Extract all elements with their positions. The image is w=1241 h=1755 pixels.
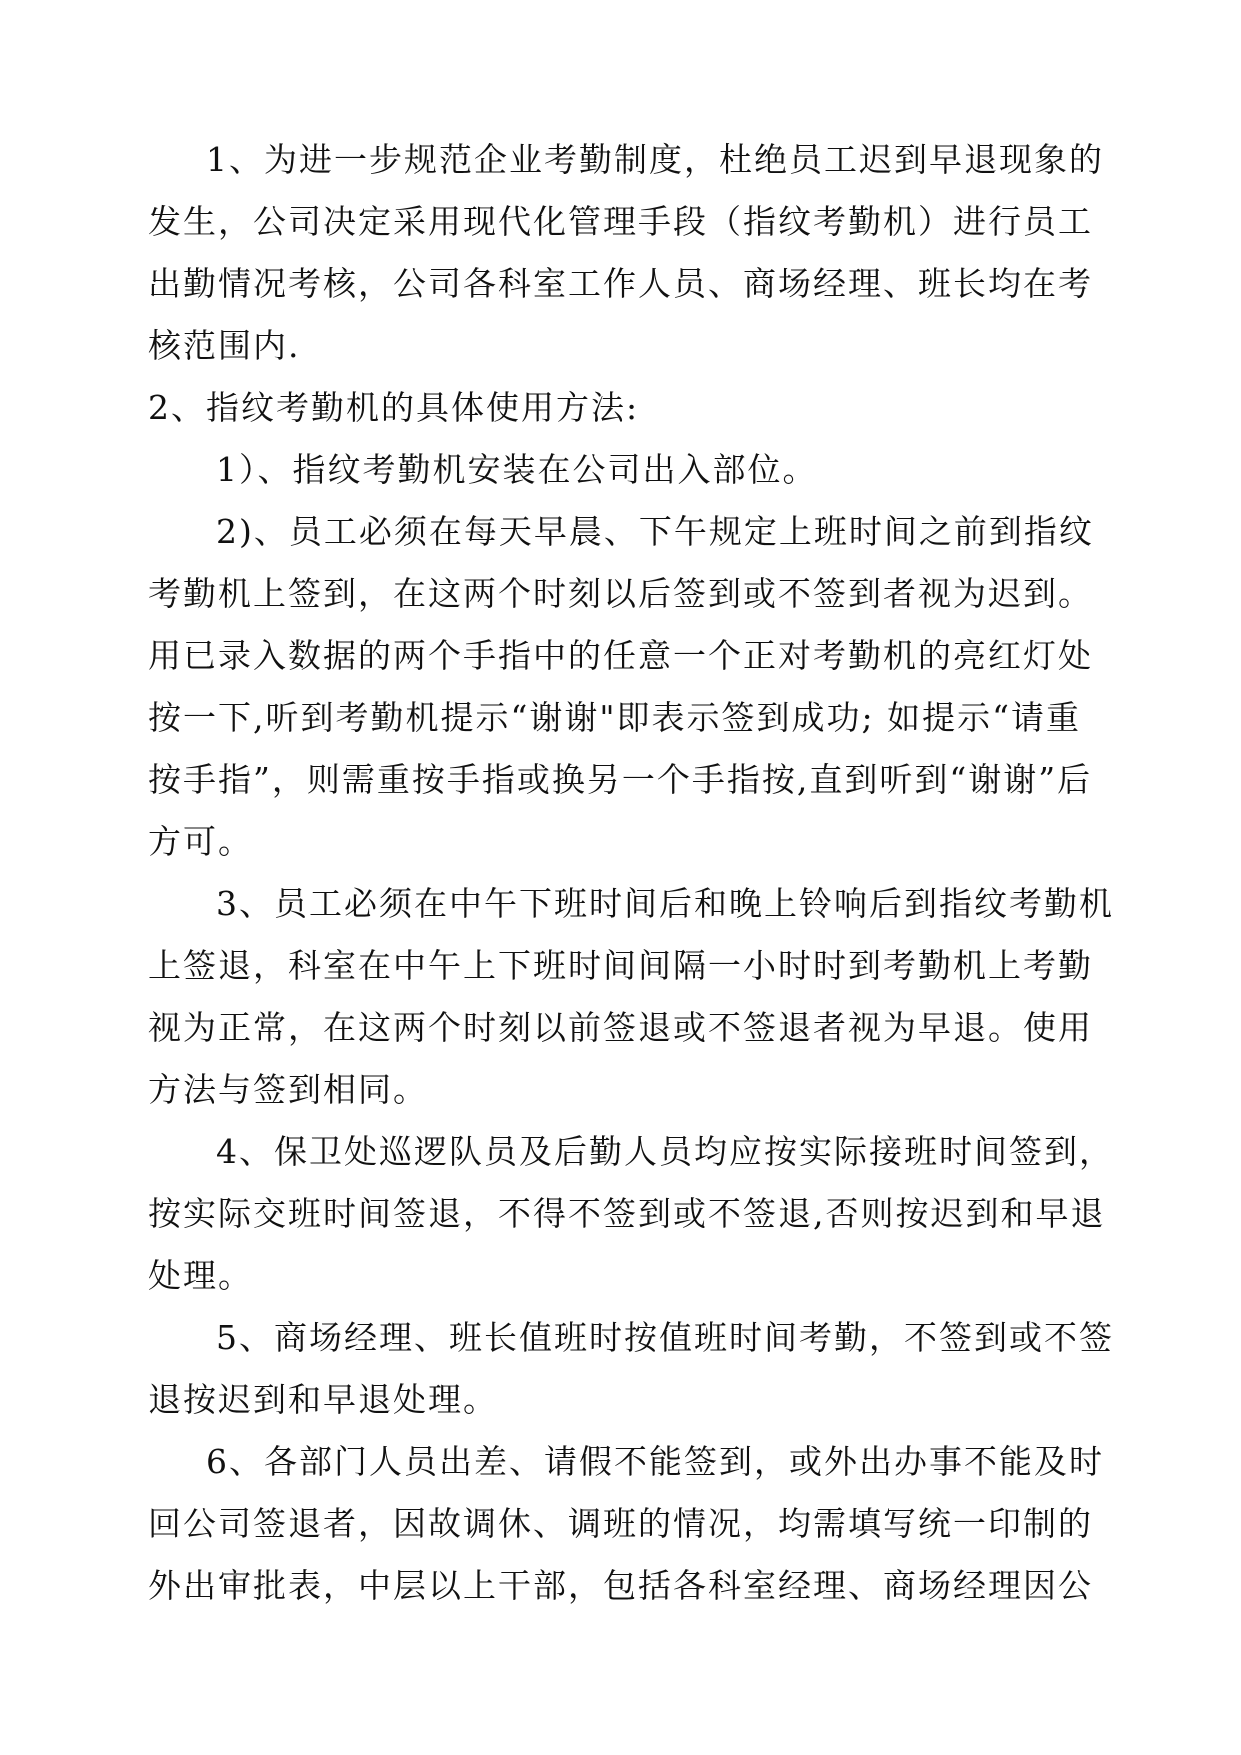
text-line: 4、保卫处巡逻队员及后勤人员均应按实际接班时间签到，: [216, 1132, 1114, 1171]
text-line: 出勤情况考核，公司各科室工作人员、商场经理、班长均在考: [148, 264, 1093, 303]
text-line: 视为正常，在这两个时刻以前签退或不签退者视为早退。使用: [148, 1008, 1093, 1047]
text-line: 处理。: [148, 1256, 253, 1295]
text-line: 按手指”，则需重按手指或换另一个手指按,直到听到“谢谢”后: [148, 760, 1093, 799]
text-line: 上签退，科室在中午上下班时间间隔一小时时到考勤机上考勤: [148, 946, 1093, 985]
text-line: 核范围内.: [148, 326, 301, 365]
text-line: 2)、员工必须在每天早晨、下午规定上班时间之前到指纹: [216, 512, 1094, 551]
text-line: 考勤机上签到，在这两个时刻以后签到或不签到者视为迟到。: [148, 574, 1093, 613]
text-line: 退按迟到和早退处理。: [148, 1380, 498, 1419]
text-line: 5、商场经理、班长值班时按值班时间考勤，不签到或不签: [216, 1318, 1114, 1357]
text-line: 3、员工必须在中午下班时间后和晚上铃响后到指纹考勤机: [216, 884, 1114, 923]
text-line: 外出审批表，中层以上干部，包括各科室经理、商场经理因公: [148, 1566, 1093, 1605]
text-line: 2、指纹考勤机的具体使用方法:: [148, 388, 640, 427]
text-line: 按一下,听到考勤机提示“谢谢"即表示签到成功; 如提示“请重: [148, 698, 1082, 737]
text-line: 按实际交班时间签退，不得不签到或不签退,否则按迟到和早退: [148, 1194, 1106, 1233]
text-line: 用已录入数据的两个手指中的任意一个正对考勤机的亮红灯处: [148, 636, 1093, 675]
text-line: 1、为进一步规范企业考勤制度，杜绝员工迟到早退现象的: [206, 140, 1104, 179]
text-line: 回公司签退者，因故调休、调班的情况，均需填写统一印制的: [148, 1504, 1093, 1543]
text-line: 发生，公司决定采用现代化管理手段（指纹考勤机）进行员工: [148, 202, 1093, 241]
text-line: 方可。: [148, 822, 253, 861]
text-line: 方法与签到相同。: [148, 1070, 428, 1109]
text-line: 1）、指纹考勤机安装在公司出入部位。: [216, 450, 818, 489]
text-line: 6、各部门人员出差、请假不能签到，或外出办事不能及时: [206, 1442, 1104, 1481]
